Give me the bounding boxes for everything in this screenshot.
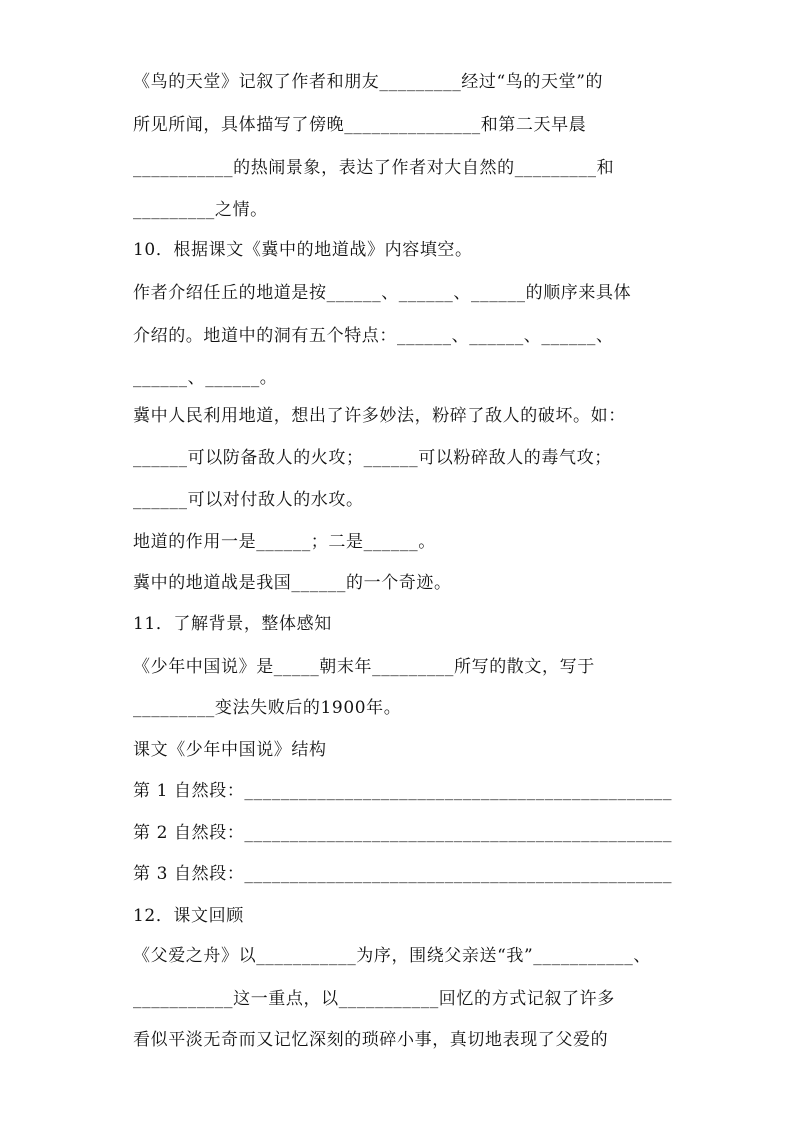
text-line: 地道的作用一是______；二是______。: [133, 532, 436, 552]
text-line: 第 2 自然段：_______________________________________________: [133, 823, 673, 843]
text-line: 《父爱之舟》以___________为序，围绕父亲送“我”___________、: [133, 946, 651, 966]
text-line: 作者介绍任丘的地道是按______、______、______的顺序来具体: [133, 283, 632, 303]
question-heading: 12．课文回顾: [133, 906, 244, 926]
text-line: 《少年中国说》是_____朝末年_________所写的散文，写于: [133, 657, 595, 677]
text-line: 第 3 自然段：_______________________________________________: [133, 864, 673, 884]
question-heading: 11．了解背景，整体感知: [133, 614, 332, 634]
text-line: _________变法失败后的1900年。: [133, 698, 402, 718]
text-line: 《鸟的天堂》记叙了作者和朋友_________经过“鸟的天堂”的: [133, 72, 604, 92]
text-line: 看似平淡无奇而又记忆深刻的琐碎小事，真切地表现了父爱的: [133, 1030, 609, 1050]
text-line: ______、______。: [133, 368, 278, 388]
text-line: ______可以防备敌人的火攻；______可以粉碎敌人的毒气攻；: [133, 448, 612, 468]
text-line: 课文《少年中国说》结构: [133, 740, 327, 760]
text-line: _________之情。: [133, 200, 268, 220]
text-line: ______可以对付敌人的水攻。: [133, 490, 364, 510]
text-line: 冀中的地道战是我国______的一个奇迹。: [133, 573, 452, 593]
text-line: 冀中人民利用地道，想出了许多妙法，粉碎了敌人的破坏。如：: [133, 406, 626, 426]
text-line: 所见所闻，具体描写了傍晚_______________和第二天早晨: [133, 115, 587, 135]
text-line: ___________的热闹景象，表达了作者对大自然的_________和: [133, 158, 615, 178]
question-heading: 10．根据课文《冀中的地道战》内容填空。: [133, 240, 473, 260]
text-line: 介绍的。地道中的洞有五个特点：______、______、______、: [133, 326, 614, 346]
text-line: 第 1 自然段：_______________________________________________: [133, 781, 673, 801]
text-line: ___________这一重点，以___________回忆的方式记叙了许多: [133, 989, 615, 1009]
